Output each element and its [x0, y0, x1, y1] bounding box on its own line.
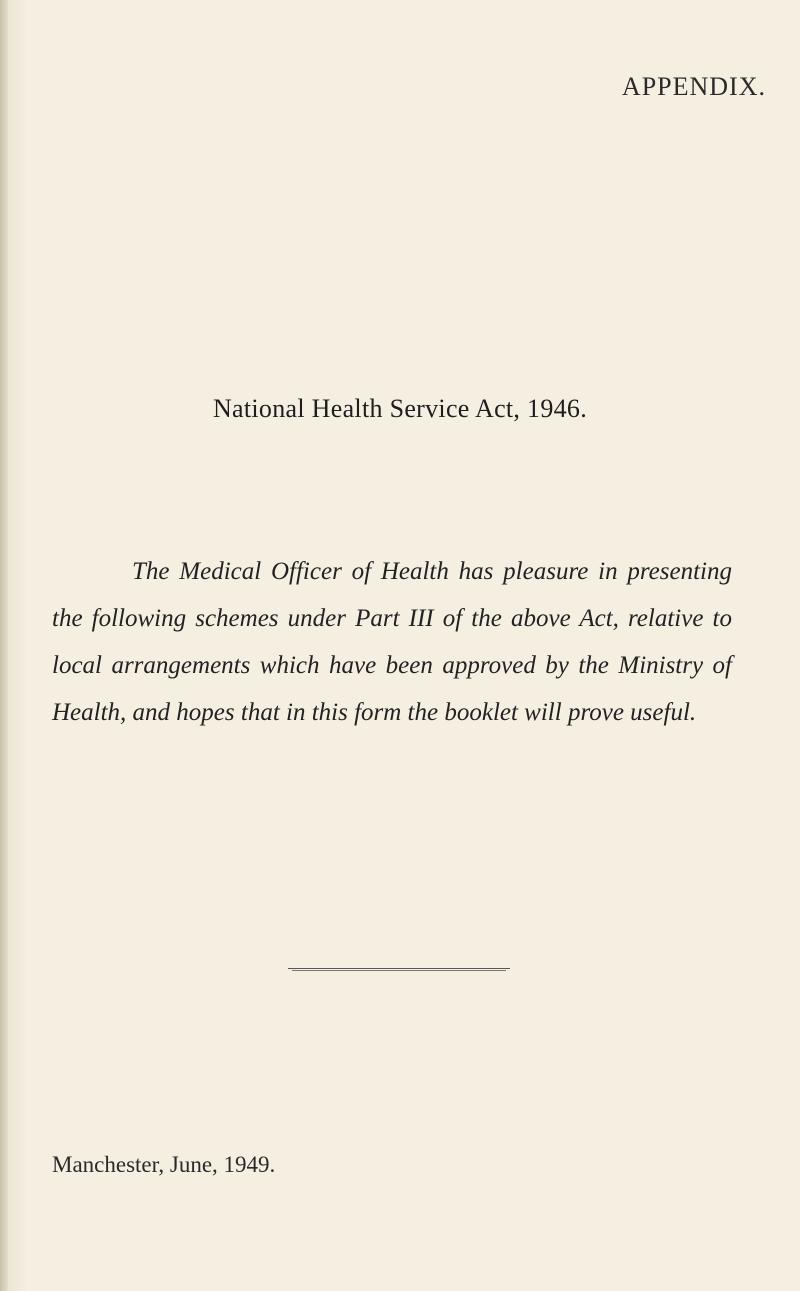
footer-place-date: Manchester, June, 1949. — [52, 1152, 276, 1177]
divider-rule-secondary — [292, 970, 506, 971]
page-title: National Health Service Act, 1946. — [212, 394, 588, 423]
divider-rule — [288, 968, 510, 969]
appendix-heading: APPENDIX. — [621, 72, 766, 101]
page-spine-edge — [0, 0, 8, 1291]
body-paragraph: The Medical Officer of Health has pleasure in presenting the following schemes under Part III of the above Act, relative to local arrangements which have been approved by the Ministry of Health, and hopes that in this form the booklet will prove useful. — [52, 558, 732, 726]
